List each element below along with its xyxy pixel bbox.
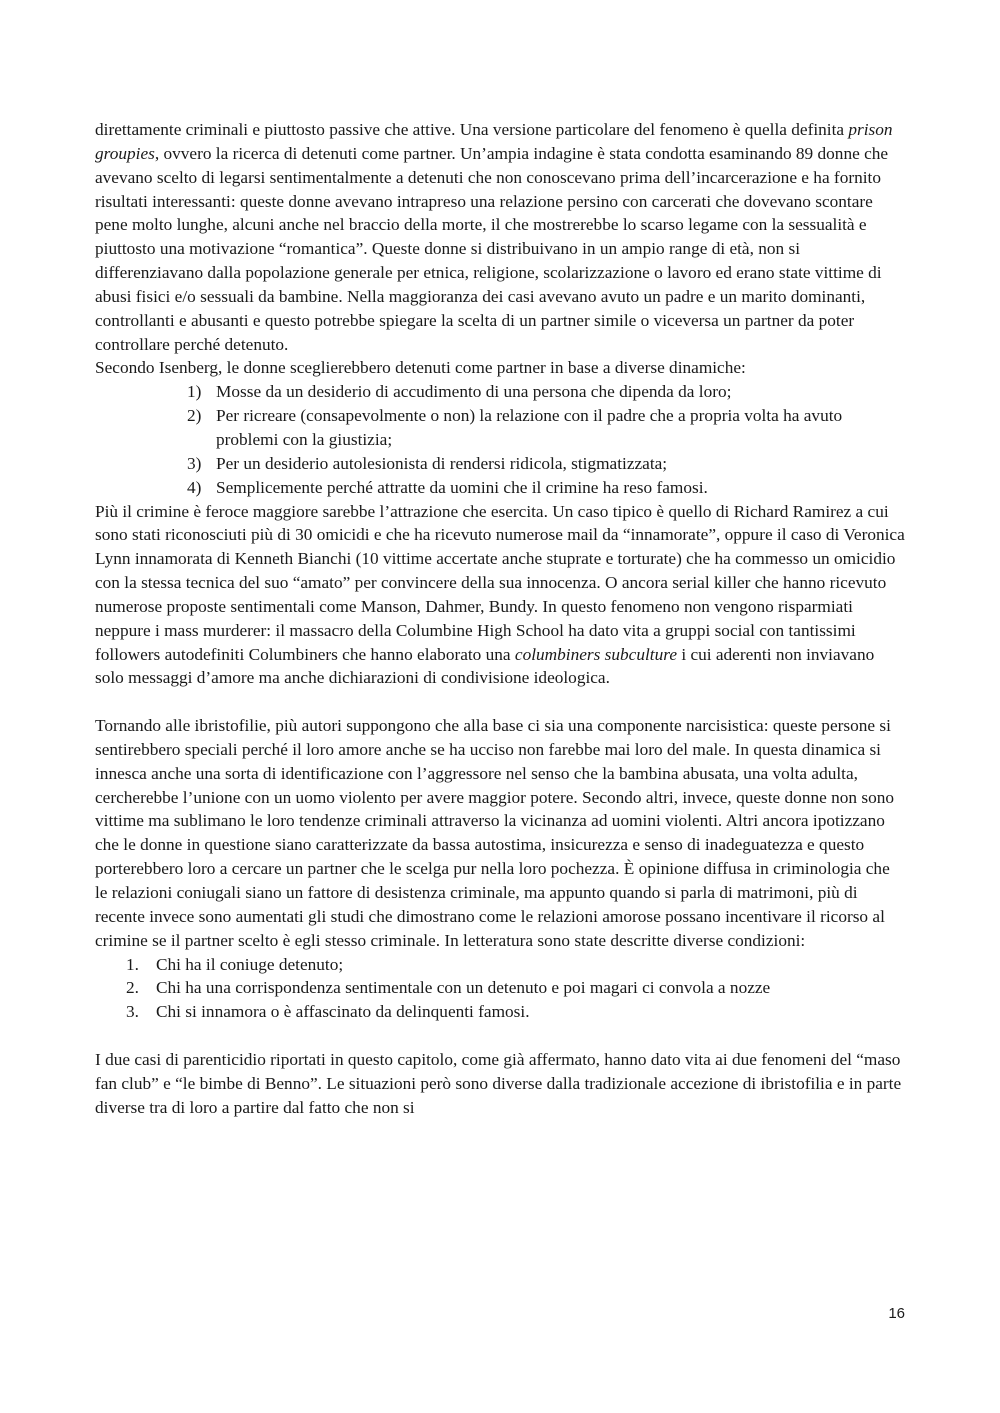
list-item: [95, 976, 905, 1000]
list-text: Chi ha il coniuge detenuto;: [156, 954, 344, 974]
list-number: 4): [187, 477, 202, 497]
page-number: 16: [888, 1305, 905, 1322]
list-number: 3): [187, 453, 202, 473]
paragraph-gap: [95, 690, 905, 714]
paragraph-parenticidio: I due casi di parenticidio riportati in questo capitolo, come già affermato, hanno dato vita ai due fenomeni del “maso fan club” e “le bimbe di Benno”. Le situazioni però sono diverse dalla tradizionale accezione di ibristofilia e in parte diverse tra di loro a partire dal fatto che non si: [95, 1049, 902, 1117]
isenberg-intro: Secondo Isenberg, le donne sceglierebbero detenuti come partner in base a diverse dinamiche:: [95, 358, 746, 378]
paragraph-famous-criminals: [95, 500, 905, 691]
list-text: Mosse da un desiderio di accudimento di una persona che dipenda da loro;: [216, 382, 732, 402]
list-text: Chi si innamora o è affascinato da delinquenti famosi.: [156, 1002, 530, 1022]
list-text: Per ricreare (consapevolmente o non) la relazione con il padre che a propria volta ha avuto problemi con la giustizia;: [216, 406, 843, 449]
list-number: 2.: [126, 978, 139, 998]
list-item: [95, 476, 905, 500]
list-text: Semplicemente perché attratte da uomini che il crimine ha reso famosi.: [216, 477, 708, 497]
paragraph-text: i cui aderenti non inviavano solo messaggi d’amore ma anche dichiarazioni di condivisione ideologica.: [95, 644, 875, 688]
paragraph-text: , ovvero la ricerca di detenuti come partner. Un’ampia indagine è stata condotta esaminando 89 donne che avevano scelto di legarsi sentimentalmente a detenuti che non conoscevano prima dell’incarcerazione e ha fornito risultati interessanti: queste donne avevano intrapreso una relazione persino con carcerati che dovevano scontare pene molto lunghe, alcuni anche nel braccio della morte, il che mostrerebbe lo scarso legame con la sessualità e piuttosto una motivazione “romantica”. Queste donne si distribuivano in un ampio range di età, non si differenziavano dalla popolazione generale per etnica, religione, scolarizzazione o lavoro ed erano state vittime di abusi fisici e/o sessuali da bambine. Nella maggioranza dei casi avevano avuto un padre e un marito dominanti, controllanti e abusanti e questo potrebbe spiegare la scelta di un partner simile o viceversa un partner da poter controllare perché detenuto.: [95, 143, 889, 354]
list-item: [95, 953, 905, 977]
list-text: Chi ha una corrispondenza sentimentale con un detenuto e poi magari ci convola a nozze: [156, 978, 771, 998]
paragraph-ibristofilie: Tornando alle ibristofilie, più autori suppongono che alla base ci sia una componente narcisistica: queste persone si sentirebbero speciali perché il loro amore anche se ha ucciso non farebbe mai loro del male. In questa dinamica si innesca anche una sorta di identificazione con l’aggressore nel senso che la bambina abusata, una volta adulta, cercherebbe l’unione con un uomo violento per avere maggior potere. Secondo altri, invece, queste donne non sono vittime ma sublimano le loro tendenze criminali attraverso la vicinanza ad uomini violenti. Altri ancora ipotizzano che le donne in questione siano caratterizzate da bassa autostima, insicurezza e senso di inadeguatezza e questo porterebbero loro a cercare un partner che le scelga pur nella loro pochezza. È opinione diffusa in criminologia che le relazioni coniugali siano un fattore di desistenza criminale, ma appunto quando si parla di matrimoni, più di recente invece sono aumentati gli studi che dimostrano come le relazioni amorose possano incentivare il ricorso al crimine se il partner scelto è egli stesso criminale. In letteratura sono state descritte diverse condizioni:: [95, 716, 894, 950]
page-body: [95, 118, 905, 1119]
list-item: [95, 380, 905, 404]
list-number: 1): [187, 382, 202, 402]
italic-term: columbiners subculture: [514, 644, 677, 664]
paragraph-gap: [95, 1024, 905, 1048]
italic-term: prison groupies: [95, 120, 893, 163]
list-item: [95, 1000, 905, 1024]
list-number: 1.: [126, 954, 139, 974]
list-item: [95, 404, 905, 452]
list-item: [95, 452, 905, 476]
list-text: Per un desiderio autolesionista di rendersi ridicola, stigmatizzata;: [216, 453, 668, 473]
list-number: 3.: [126, 1002, 139, 1022]
list-number: 2): [187, 406, 202, 426]
paragraph-text: direttamente criminali e piuttosto passive che attive. Una versione particolare del fenomeno è quella definita: [95, 120, 849, 139]
conditions-list: [95, 953, 905, 1025]
paragraph-text: Più il crimine è feroce maggiore sarebbe l’attrazione che esercita. Un caso tipico è quello di Richard Ramirez a cui sono stati riconosciuti più di 30 omicidi e che ha ricevuto numerose mail da “innamorate”, oppure il caso di Veronica Lynn innamorata di Kenneth Bianchi (10 vittime accertate anche stuprate e torturate) che ha commesso un omicidio con la stessa tecnica del suo “amato” per convincere della sua innocenza. O ancora serial killer che hanno ricevuto numerose proposte sentimentali come Manson, Dahmer, Bundy. In questo fenomeno non vengono risparmiati neppure i mass murderer: il massacro della Columbine High School ha dato vita a gruppi social con tantissimi followers autodefiniti Columbiners che hanno elaborato una: [95, 501, 905, 664]
isenberg-list: [95, 380, 905, 499]
paragraph-prison-groupies: [95, 118, 905, 356]
